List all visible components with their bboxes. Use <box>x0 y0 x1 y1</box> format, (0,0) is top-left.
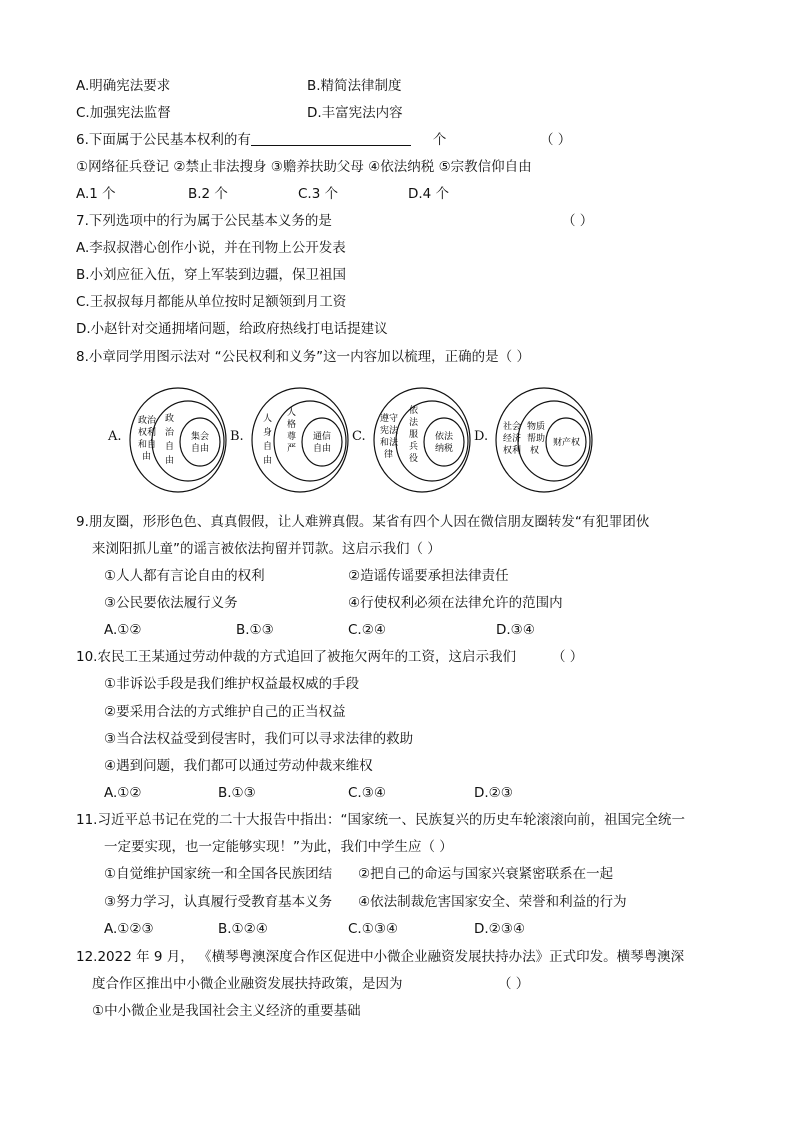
q8-a-inner-circle <box>180 418 220 466</box>
q8-b-middle-label-4: 严 <box>287 444 297 454</box>
q6-stem <box>76 131 446 149</box>
q8-c-outer-label-2: 宪法 <box>380 426 399 436</box>
q5-option-b: B.精简法律制度 <box>307 78 402 94</box>
q11-item-3: ③努力学习，认真履行受教育基本义务 <box>104 894 333 910</box>
q11-stem-line-2: 一定要实现，也一定能够实现！”为此，我们中学生应（ ） <box>104 839 453 855</box>
q11-option-d: D.②③④ <box>474 921 525 937</box>
q8-c-inner-circle <box>424 418 464 466</box>
q8-b-middle-circle <box>274 401 346 481</box>
q10-item-3: ③当合法权益受到侵害时，我们可以寻求法律的救助 <box>104 731 414 747</box>
q11-stem-line-1: 11.习近平总书记在党的二十大报告中指出：“国家统一、民族复兴的历史车轮滚滚向前，祖国完全统一 <box>76 812 685 828</box>
q5-option-c: C.加强宪法监督 <box>76 105 171 121</box>
q11-option-a: A.①②③ <box>104 921 154 937</box>
q6-option-c: C.3 个 <box>298 186 339 202</box>
q8-a-middle-circle <box>152 401 224 481</box>
q11-option-b: B.①②④ <box>218 921 268 937</box>
q8-a-middle-label-3: 自 <box>165 442 175 452</box>
q8-d-middle-label-3: 权 <box>530 446 540 456</box>
q5-option-d: D.丰富宪法内容 <box>307 105 403 121</box>
q8-b-inner-label-1: 通信 <box>313 432 332 442</box>
q8-d-inner-label-1: 财产权 <box>553 438 581 448</box>
q10-item-4: ④遇到问题，我们都可以通过劳动仲裁来维权 <box>104 758 373 774</box>
q8-option-a-letter: A. <box>108 429 122 444</box>
q8-b-outer-label-2: 身 <box>263 428 273 438</box>
q8-b-inner-label-2: 自由 <box>313 444 332 454</box>
q8-d-outer-label-1: 社会 <box>503 422 522 432</box>
q12-answer-paren: （ ） <box>498 976 530 992</box>
q8-diagram-b <box>250 385 350 495</box>
q7-option-a: A.李叔叔潜心创作小说，并在刊物上公开发表 <box>76 240 346 256</box>
q8-stem: 8.小章同学用图示法对 “公民权利和义务”这一内容加以梳理，正确的是（ ） <box>76 349 530 365</box>
q6-answer-paren: （ ） <box>540 132 572 148</box>
q8-c-middle-label-2: 法 <box>409 418 419 428</box>
q8-c-middle-label-5: 役 <box>409 454 419 464</box>
q9-item-4: ④行使权利必须在法律允许的范围内 <box>348 595 563 611</box>
q8-option-b-letter: B. <box>230 429 244 444</box>
q11-item-2: ②把自己的命运与国家兴衰紧密联系在一起 <box>358 866 614 882</box>
q11-item-4: ④依法制裁危害国家安全、荣誉和利益的行为 <box>358 894 627 910</box>
q8-b-outer-label-3: 自 <box>263 442 273 452</box>
q10-option-a: A.①② <box>104 785 142 801</box>
q8-c-middle-label-3: 服 <box>409 430 419 440</box>
q10-item-2: ②要采用合法的方式维护自己的正当权益 <box>104 704 346 720</box>
q8-a-inner-label-2: 自由 <box>191 444 210 454</box>
q5-option-a: A.明确宪法要求 <box>76 78 171 94</box>
q8-c-middle-circle <box>396 401 468 481</box>
q9-item-1: ①人人都有言论自由的权利 <box>104 568 265 584</box>
q8-c-outer-label-4: 律 <box>384 450 394 460</box>
q8-b-outer-circle <box>252 388 348 492</box>
q8-b-outer-label-4: 由 <box>263 456 273 466</box>
q6-items: ①网络征兵登记 ②禁止非法搜身 ③赡养扶助父母 ④依法纳税 ⑤宗教信仰自由 <box>76 159 532 175</box>
q8-d-outer-label-2: 经济 <box>503 434 522 444</box>
q11-option-c: C.①③④ <box>348 921 399 937</box>
q8-a-inner-label-1: 集会 <box>191 432 210 442</box>
q8-b-outer-label-1: 人 <box>263 414 273 424</box>
q8-a-middle-label-2: 治 <box>165 428 175 438</box>
q8-a-outer-label-2: 权利 <box>138 428 157 438</box>
q6-option-a: A.1 个 <box>76 186 116 202</box>
q8-c-outer-label-3: 和法 <box>380 438 399 448</box>
q7-stem: 7.下列选项中的行为属于公民基本义务的是 <box>76 213 332 229</box>
q6-option-b: B.2 个 <box>188 186 228 202</box>
q8-diagram-a <box>128 385 228 495</box>
q10-option-d: D.②③ <box>474 785 513 801</box>
q8-c-outer-label-1: 遵守 <box>380 414 399 424</box>
q8-a-outer-label-4: 由 <box>142 452 152 462</box>
q8-option-c-letter: C. <box>352 429 366 444</box>
q8-d-middle-label-2: 帮助 <box>527 434 546 444</box>
q6-stem-text: 6.下面属于公民基本权利的有 <box>76 132 251 148</box>
q11-item-1: ①自觉维护国家统一和全国各民族团结 <box>104 866 333 882</box>
q10-option-b: B.①③ <box>218 785 256 801</box>
q6-option-d: D.4 个 <box>408 186 450 202</box>
q8-c-inner-label-2: 纳税 <box>435 444 454 454</box>
q10-answer-paren: （ ） <box>552 649 584 665</box>
q8-option-d-letter: D. <box>474 429 489 444</box>
q8-b-middle-label-1: 人 <box>287 408 297 418</box>
q8-a-middle-label-1: 政 <box>165 414 175 424</box>
q8-b-inner-circle <box>302 418 342 466</box>
q8-d-outer-label-3: 权利 <box>503 446 522 456</box>
q12-stem-line-2: 度合作区推出中小微企业融资发展扶持政策，是因为 <box>92 976 403 992</box>
q12-item-1: ①中小微企业是我国社会主义经济的重要基础 <box>92 1003 361 1019</box>
q8-diagram-c <box>372 385 472 495</box>
q7-option-d: D.小赵针对交通拥堵问题，给政府热线打电话提建议 <box>76 321 388 337</box>
q10-stem: 10.农民工王某通过劳动仲裁的方式追回了被拖欠两年的工资，这启示我们 <box>76 649 516 665</box>
q10-option-c: C.③④ <box>348 785 386 801</box>
q7-option-b: B.小刘应征入伍，穿上军装到边疆，保卫祖国 <box>76 267 347 283</box>
q6-answer-blank <box>251 131 411 146</box>
q8-a-outer-label-1: 政治 <box>138 416 157 426</box>
q9-stem-line-2: 来浏阳抓儿童”的谣言被依法拘留并罚款。这启示我们（ ） <box>92 541 441 557</box>
q9-option-b: B.①③ <box>236 622 274 638</box>
q9-option-a: A.①② <box>104 622 142 638</box>
q10-item-1: ①非诉讼手段是我们维护权益最权威的手段 <box>104 676 360 692</box>
q8-a-outer-label-3: 和自 <box>138 440 157 450</box>
q8-c-inner-label-1: 依法 <box>435 432 454 442</box>
q9-item-2: ②造谣传谣要承担法律责任 <box>348 568 509 584</box>
q6-stem-unit: 个 <box>432 132 447 148</box>
q8-b-middle-label-3: 尊 <box>287 432 297 442</box>
q7-option-c: C.王叔叔每月都能从单位按时足额领到月工资 <box>76 294 347 310</box>
q8-b-middle-label-2: 格 <box>287 420 297 430</box>
q9-stem-line-1: 9.朋友圈，形形色色、真真假假，让人难辨真假。某省有四个人因在微信朋友圈转发“有犯罪团伙 <box>76 514 650 530</box>
q8-c-middle-label-4: 兵 <box>409 442 419 452</box>
q8-d-middle-label-1: 物质 <box>527 422 546 432</box>
q8-diagram-row <box>100 385 581 495</box>
q9-option-d: D.③④ <box>496 622 535 638</box>
q7-answer-paren: （ ） <box>562 213 594 229</box>
q9-option-c: C.②④ <box>348 622 386 638</box>
q8-diagram-d <box>494 385 604 495</box>
q8-c-middle-label-1: 依 <box>409 406 419 416</box>
q8-a-middle-label-4: 由 <box>165 456 175 466</box>
q12-stem-line-1: 12.2022 年 9 月， 《横琴粤澳深度合作区促进中小微企业融资发展扶持办法》正式印发。横琴粤澳深 <box>76 949 685 965</box>
q9-item-3: ③公民要依法履行义务 <box>104 595 238 611</box>
